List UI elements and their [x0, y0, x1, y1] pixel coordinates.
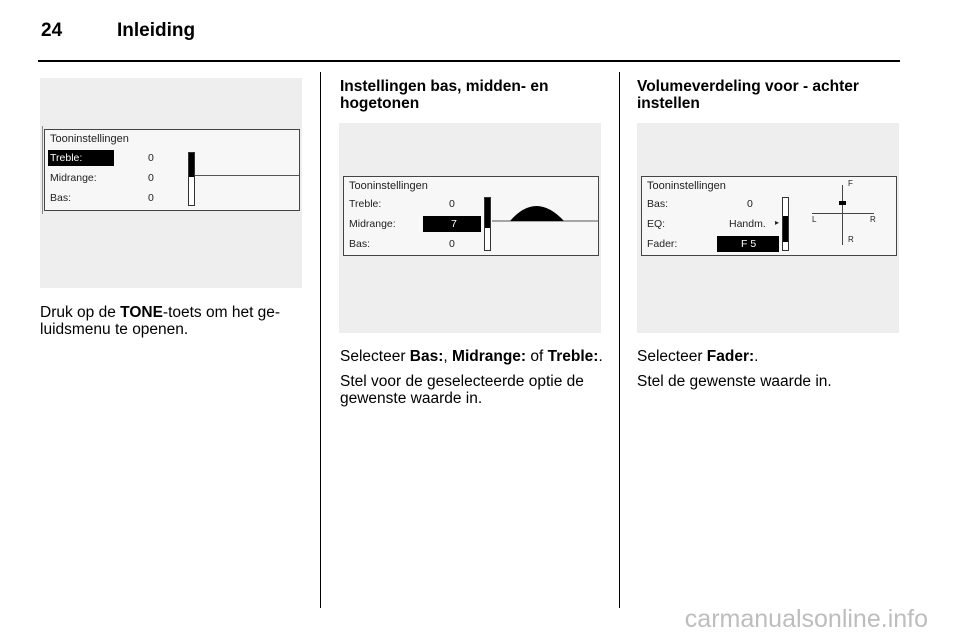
level-bar	[782, 197, 789, 251]
option-midrange: Midrange:	[452, 348, 527, 365]
eq-line	[195, 175, 299, 176]
eq-row	[645, 217, 785, 232]
instruction-paragraph	[340, 373, 608, 407]
column-divider	[320, 72, 321, 608]
text: luidsmenu te openen.	[40, 321, 189, 338]
text: of	[526, 348, 548, 365]
heading-line: hogetonen	[340, 95, 420, 112]
fader-position-marker	[839, 201, 846, 205]
bass-mid-treble-figure	[339, 123, 601, 333]
bas-row	[48, 191, 188, 206]
screen-title: Tooninstellingen	[50, 133, 129, 145]
row-value: F 5	[741, 238, 757, 250]
text: -toets om het ge-	[162, 304, 281, 321]
eq-curve	[492, 191, 598, 231]
label-rear: R	[848, 235, 854, 244]
corner-mark	[42, 126, 43, 214]
row-label: Treble:	[50, 152, 83, 164]
text: gewenste waarde in.	[340, 390, 483, 407]
row-value: 0	[148, 192, 154, 204]
instruction-paragraph	[40, 304, 308, 338]
col3-text	[637, 348, 905, 398]
row-label: Midrange:	[349, 218, 396, 230]
row-label: Bas:	[647, 198, 669, 210]
tone-key-label: TONE	[120, 304, 163, 321]
arrow-right-icon: ▸	[775, 218, 780, 227]
tone-screen	[343, 176, 599, 256]
select-paragraph	[340, 348, 608, 365]
row-value: 0	[449, 198, 455, 210]
row-value: 7	[451, 218, 457, 230]
col2-heading-block	[340, 78, 608, 122]
bas-row	[347, 237, 487, 252]
level-bar-fill	[485, 198, 490, 228]
screen-title: Tooninstellingen	[647, 180, 726, 192]
midrange-row	[48, 171, 188, 186]
tone-screen	[641, 176, 897, 256]
text: Selecteer	[340, 348, 410, 365]
column-divider	[619, 72, 620, 608]
header-rule	[38, 60, 900, 62]
text: Stel voor de geselecteerde optie de	[340, 373, 584, 390]
option-bas: Bas:	[409, 348, 444, 365]
horizontal-axis	[812, 213, 874, 214]
row-label: Fader:	[647, 238, 678, 250]
heading-line: instellen	[637, 95, 700, 112]
level-bar-fill	[783, 216, 788, 242]
page-number: 24	[41, 20, 63, 41]
heading-line: Volumeverdeling voor - achter	[637, 78, 859, 95]
row-label: Bas:	[50, 192, 72, 204]
row-value: Handm.	[729, 218, 766, 230]
text: Selecteer	[637, 348, 707, 365]
text: .	[754, 348, 759, 365]
chapter-title: Inleiding	[117, 20, 196, 41]
fader-balance-cross	[802, 179, 892, 253]
midrange-row	[347, 217, 487, 232]
section-heading	[637, 78, 905, 112]
col1-text	[40, 304, 308, 346]
row-label: Bas:	[349, 238, 371, 250]
row-value: 0	[148, 172, 154, 184]
treble-row	[48, 151, 188, 166]
row-value: 0	[449, 238, 455, 250]
label-right: R	[870, 215, 876, 224]
col2-text	[340, 348, 608, 415]
tone-menu-figure	[40, 78, 302, 288]
treble-row	[347, 197, 487, 212]
fader-row	[645, 237, 785, 252]
row-label: Midrange:	[50, 172, 97, 184]
section-heading	[340, 78, 608, 112]
level-bar	[484, 197, 491, 251]
text: .	[598, 348, 603, 365]
row-value: 0	[148, 152, 154, 164]
instruction-paragraph: Stel de gewenste waarde in.	[637, 373, 832, 390]
level-bar	[188, 152, 195, 206]
screen-title: Tooninstellingen	[349, 180, 428, 192]
option-fader: Fader:	[706, 348, 755, 365]
row-label: Treble:	[349, 198, 382, 210]
tone-screen	[44, 129, 300, 211]
bas-row	[645, 197, 785, 212]
col3-heading-block	[637, 78, 905, 122]
vertical-axis	[842, 185, 843, 245]
heading-line: Instellingen bas, midden- en	[340, 78, 549, 95]
text: Druk op de	[40, 304, 121, 321]
row-value: 0	[747, 198, 753, 210]
label-front: F	[848, 179, 853, 188]
row-label: EQ:	[647, 218, 666, 230]
select-paragraph	[637, 348, 905, 365]
watermark: carmanualsonline.info	[684, 605, 928, 633]
label-left: L	[812, 215, 817, 224]
level-bar-fill	[189, 153, 194, 177]
fader-figure	[637, 123, 899, 333]
option-treble: Treble:	[547, 348, 599, 365]
text: ,	[443, 348, 453, 365]
